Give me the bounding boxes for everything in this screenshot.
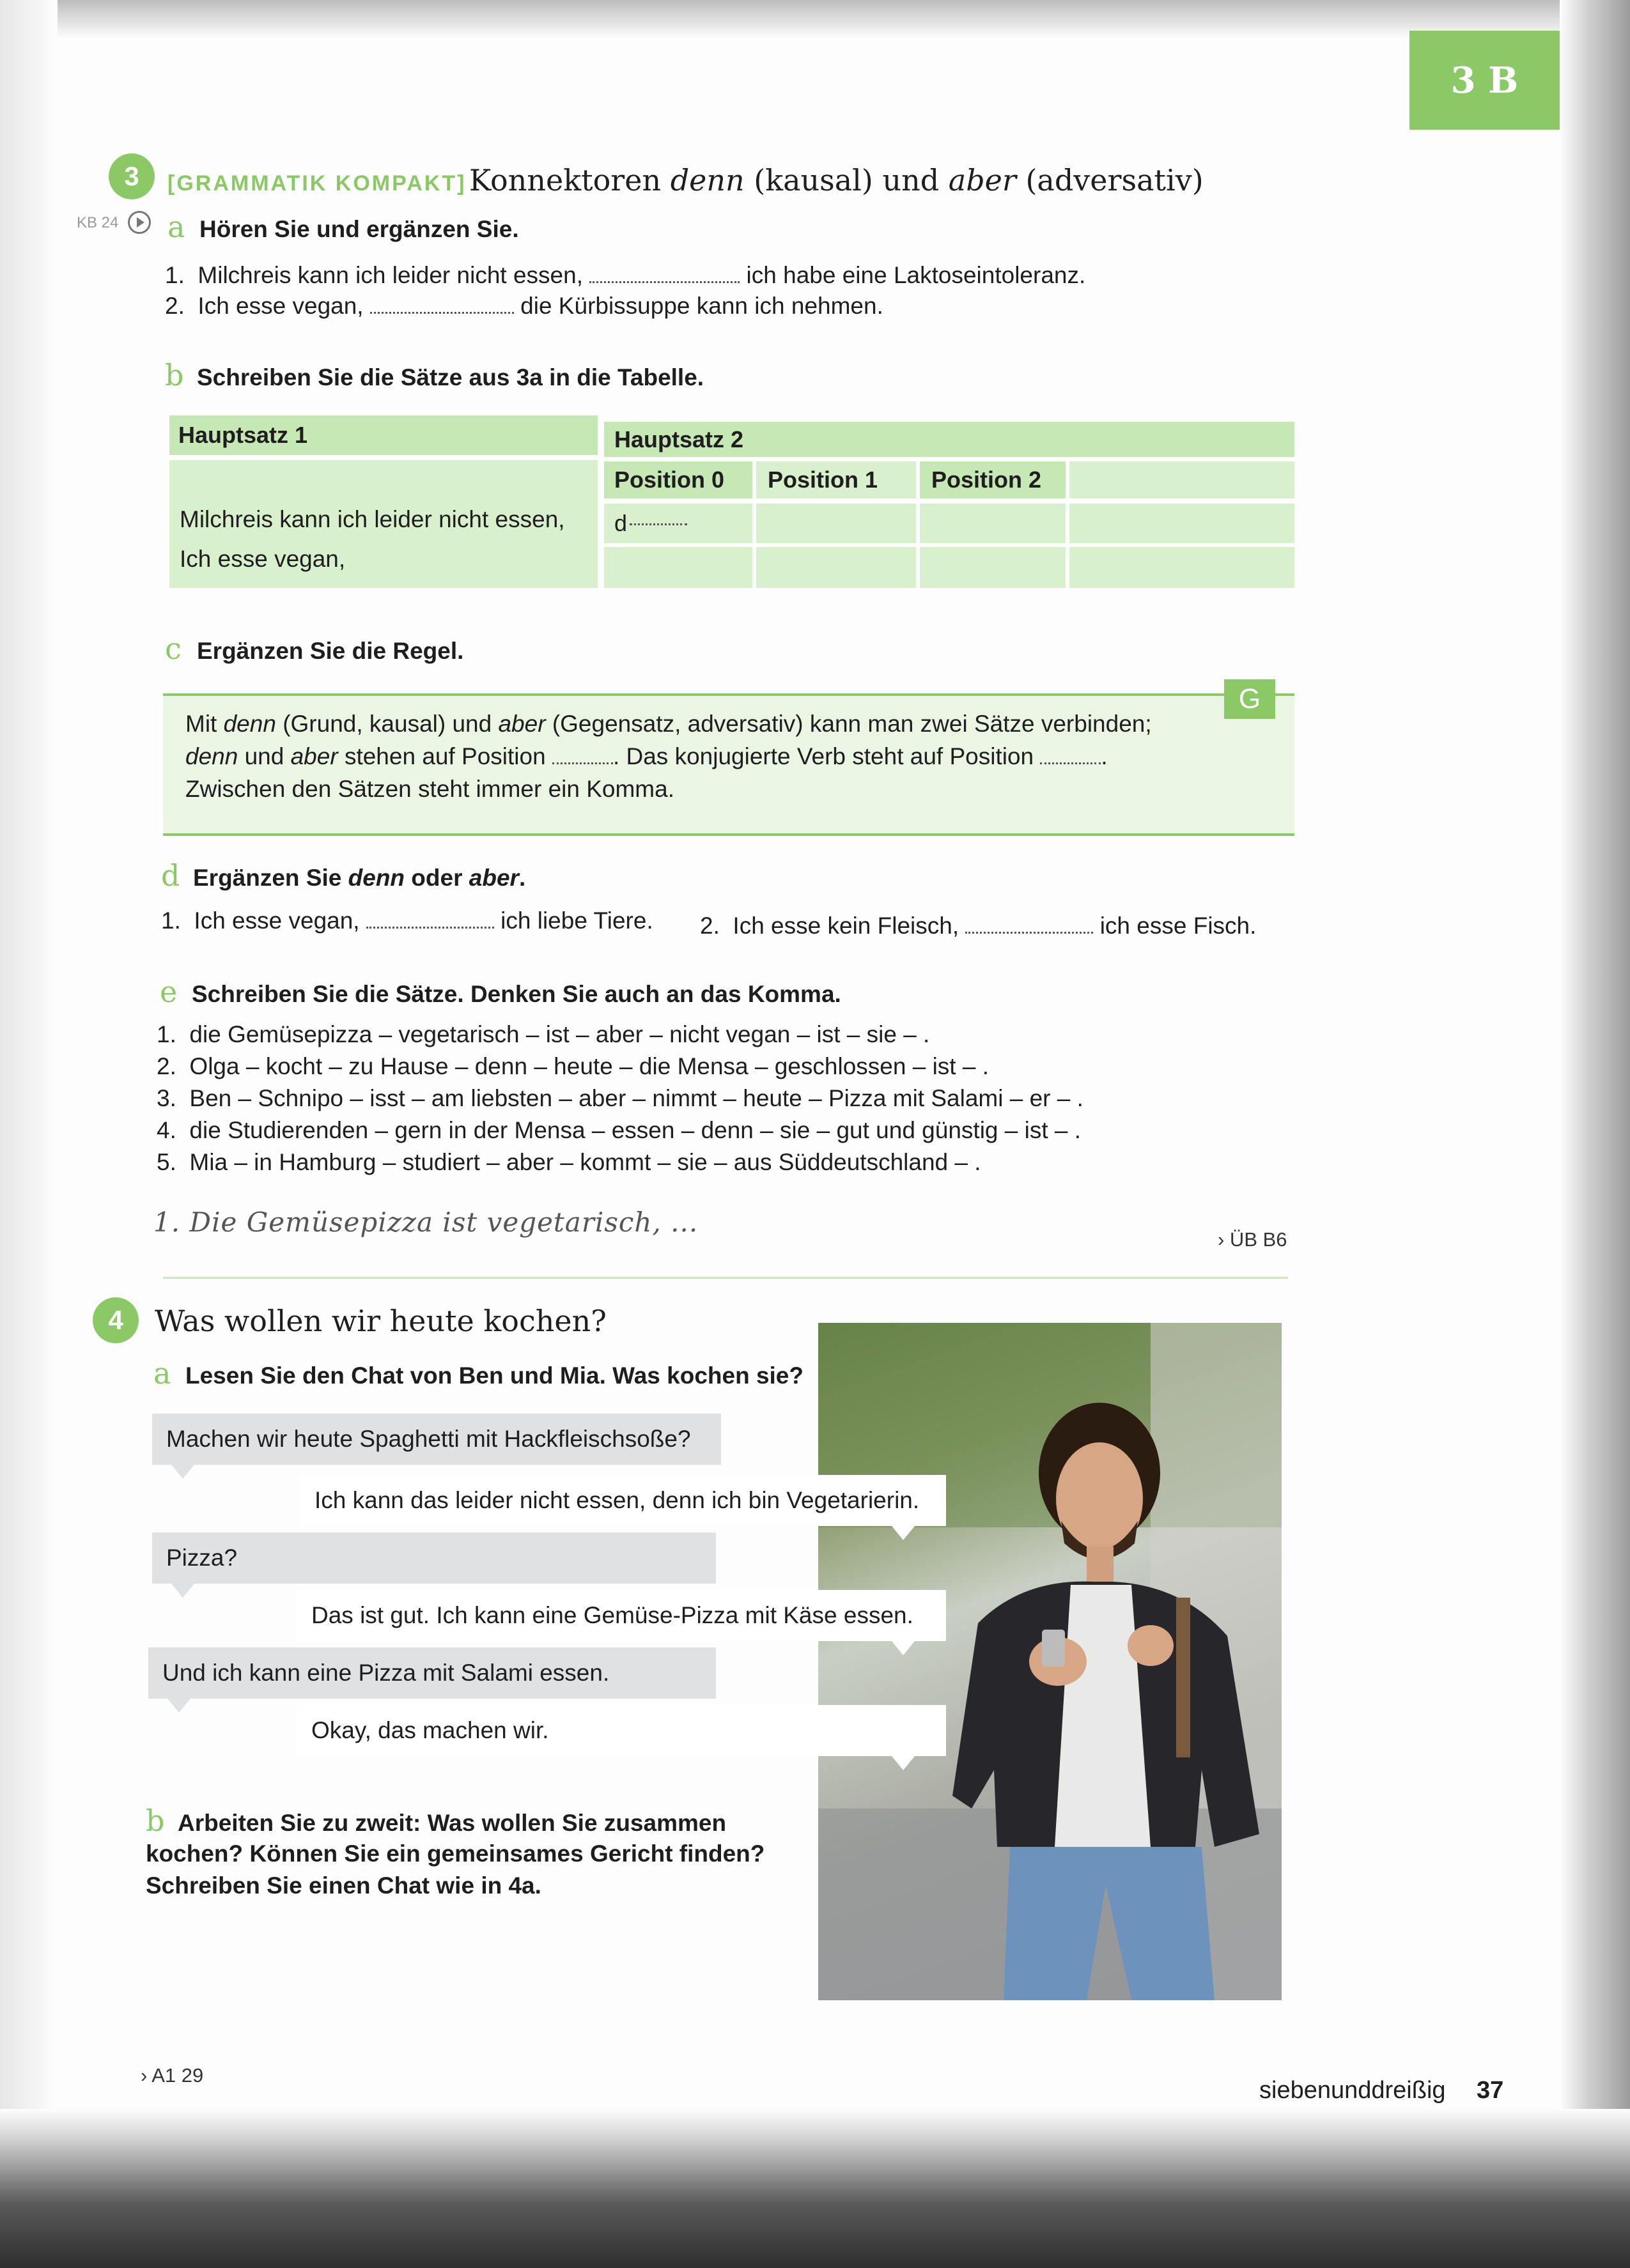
- table-head-hauptsatz-2: Hauptsatz 2: [604, 422, 1294, 457]
- instruction-text: Ergänzen Sie: [193, 865, 348, 891]
- rule-text: (Grund, kausal) und: [276, 711, 499, 737]
- scan-shadow-top: [0, 0, 1630, 38]
- scan-shadow-bottom: [0, 2109, 1630, 2268]
- item-text: Ich esse kein Fleisch,: [733, 913, 959, 939]
- instruction-text: .: [518, 865, 526, 891]
- instruction-text: Schreiben Sie die Sätze aus 3a in die Tabelle.: [197, 364, 704, 390]
- item-text: Ich esse vegan,: [198, 293, 364, 319]
- item-text: ich liebe Tiere.: [501, 907, 653, 934]
- fill-in-blank[interactable]: [366, 925, 494, 929]
- workbook-reference[interactable]: › ÜB B6: [1218, 1228, 1287, 1251]
- item-number: 1.: [161, 907, 181, 934]
- cell-text: d: [614, 510, 628, 536]
- chat-message-ben: Machen wir heute Spaghetti mit Hackfleischsoße?: [152, 1414, 721, 1465]
- chat-message-mia: Ich kann das leider nicht essen, denn ich bin Vegetarierin.: [300, 1475, 946, 1526]
- grammar-table: [163, 415, 1294, 594]
- page-number-word: siebenunddreißig: [1259, 2077, 1446, 2104]
- audio-reference[interactable]: › A1 29: [141, 2064, 204, 2087]
- rule-line-3: Zwischen den Sätzen steht immer ein Komma.: [185, 776, 674, 802]
- exercise-3e-item-3: [157, 1085, 1083, 1112]
- scan-shadow-left: [0, 0, 58, 2268]
- rule-text: stehen auf Position: [338, 743, 552, 769]
- handwritten-example: 1. Die Gemüsepizza ist vegetarisch, ...: [153, 1207, 699, 1238]
- instruction-text: oder: [405, 865, 469, 891]
- instruction-text: Lesen Sie den Chat von Ben und Mia. Was kochen sie?: [185, 1362, 803, 1389]
- fill-in-blank[interactable]: [965, 930, 1093, 934]
- rule-aber: aber: [498, 711, 546, 737]
- grammar-tag: [GRAMMATIK KOMPAKT]: [167, 171, 467, 196]
- chat-message-mia: Okay, das machen wir.: [297, 1705, 946, 1756]
- item-text: ich esse Fisch.: [1099, 913, 1257, 939]
- table-head-position-2: Position 2: [920, 461, 1066, 498]
- audio-play-icon[interactable]: [128, 211, 151, 234]
- item-text: ich habe eine Laktoseintoleranz.: [746, 262, 1086, 288]
- rule-text: .: [1101, 743, 1108, 769]
- table-cell-row1-pos0[interactable]: [604, 504, 752, 543]
- audio-track-label: KB 24: [77, 214, 119, 231]
- exercise-3a-instruction: [167, 210, 519, 244]
- title-denn: denn: [670, 163, 745, 197]
- table-head-position-1: Position 1: [756, 461, 916, 498]
- rule-denn: denn: [223, 711, 276, 737]
- photo-man-with-phone: [818, 1323, 1282, 2000]
- fill-in-blank[interactable]: [1040, 761, 1101, 764]
- item-text: die Kürbissuppe kann ich nehmen.: [520, 293, 883, 319]
- fill-in-blank[interactable]: [370, 311, 514, 314]
- exercise-3-heading: [167, 163, 1204, 197]
- item-text: Ich esse vegan,: [194, 907, 360, 934]
- rule-text: Mit: [185, 711, 224, 737]
- section-divider: [163, 1277, 1288, 1279]
- rule-text: (Gegensatz, adversativ) kann man zwei Sätze verbinden;: [545, 711, 1152, 737]
- exercise-3d-item-1: [161, 907, 653, 934]
- exercise-3b-instruction: [165, 358, 704, 392]
- letter-b: b: [165, 358, 184, 392]
- rule-text: und: [238, 743, 291, 769]
- instruction-aber: aber: [469, 865, 519, 891]
- instruction-text: Hören Sie und ergänzen Sie.: [199, 216, 519, 242]
- exercise-3e-item-5: [157, 1149, 981, 1176]
- title-part: (adversativ): [1016, 163, 1204, 197]
- rule-line-1: [185, 711, 1152, 737]
- exercise-number-3: 3: [109, 153, 155, 199]
- item-number: 5.: [157, 1149, 176, 1175]
- item-text: Ben – Schnipo – isst – am liebsten – aber – nimmt – heute – Pizza mit Salami – er – .: [189, 1085, 1083, 1111]
- item-text: Olga – kocht – zu Hause – denn – heute – die Mensa – geschlossen – ist – .: [189, 1053, 989, 1079]
- item-text: Milchreis kann ich leider nicht essen,: [198, 262, 583, 288]
- item-number: 3.: [157, 1085, 176, 1111]
- table-row2-text: Ich esse vegan,: [180, 546, 346, 572]
- chat-tail-left: [171, 1584, 194, 1598]
- page-number: 37: [1477, 2077, 1504, 2104]
- exercise-3c-instruction: [165, 631, 463, 666]
- title-aber: aber: [948, 163, 1016, 197]
- item-number: 2.: [165, 293, 185, 319]
- table-head-empty: [1069, 461, 1294, 498]
- instruction-text: Schreiben Sie einen Chat wie in 4a.: [146, 1872, 541, 1899]
- letter-c: c: [165, 631, 182, 666]
- instruction-text: kochen? Können Sie ein gemeinsames Gericht finden?: [146, 1840, 765, 1867]
- table-row1-text: Milchreis kann ich leider nicht essen,: [180, 506, 565, 532]
- exercise-3d-item-2: [700, 913, 1256, 939]
- letter-b: b: [146, 1803, 165, 1838]
- instruction-text: Arbeiten Sie zu zweit: Was wollen Sie zusammen: [178, 1810, 727, 1836]
- exercise-3a-item-2: [165, 293, 883, 320]
- item-number: 2.: [157, 1053, 176, 1079]
- chat-message-ben: Pizza?: [152, 1532, 716, 1584]
- item-number: 2.: [700, 913, 720, 939]
- exercise-4a-instruction: [153, 1356, 803, 1391]
- chat-message-mia: Das ist gut. Ich kann eine Gemüse-Pizza mit Käse essen.: [297, 1590, 946, 1641]
- rule-line-2: [185, 743, 1108, 770]
- grammar-badge: G: [1224, 679, 1275, 719]
- table-cell-row2-pos2[interactable]: [920, 547, 1066, 588]
- table-cell-row2-rest[interactable]: [1069, 547, 1294, 588]
- instruction-denn: denn: [348, 865, 405, 891]
- exercise-3d-instruction: [161, 858, 525, 893]
- table-head-position-0: Position 0: [604, 461, 752, 498]
- exercise-3a-item-1: [165, 262, 1085, 289]
- table-cell-row2-pos0[interactable]: [604, 547, 752, 588]
- table-cell-row1-pos2[interactable]: [920, 504, 1066, 543]
- item-text: die Gemüsepizza – vegetarisch – ist – aber – nicht vegan – ist – sie – .: [189, 1021, 930, 1047]
- item-number: 4.: [157, 1117, 176, 1143]
- exercise-3e-item-1: [157, 1021, 929, 1048]
- chat-tail-left: [167, 1699, 190, 1713]
- exercise-4-title: Was wollen wir heute kochen?: [155, 1304, 607, 1338]
- instruction-text: Schreiben Sie die Sätze. Denken Sie auch an das Komma.: [192, 981, 841, 1007]
- rule-aber: aber: [290, 743, 338, 769]
- fill-in-blank[interactable]: [630, 522, 687, 525]
- chat-tail-left: [171, 1465, 194, 1479]
- scan-shadow-right: [1560, 0, 1630, 2268]
- table-head-hauptsatz-1: Hauptsatz 1: [169, 415, 598, 455]
- chat-tail-right: [892, 1526, 915, 1540]
- exercise-3e-instruction: [160, 975, 841, 1009]
- letter-a: a: [167, 210, 185, 244]
- photo-illustration: [818, 1323, 1282, 2000]
- table-cell-row1-pos1[interactable]: [756, 504, 916, 543]
- exercise-number-4: 4: [93, 1297, 139, 1343]
- rule-denn: denn: [185, 743, 238, 769]
- item-number: 1.: [157, 1021, 176, 1047]
- exercise-4b-instruction: [146, 1803, 726, 1838]
- instruction-text: Ergänzen Sie die Regel.: [197, 638, 464, 664]
- rule-text: . Das konjugierte Verb steht auf Position: [612, 743, 1041, 769]
- fill-in-blank[interactable]: [589, 280, 740, 283]
- item-number: 1.: [165, 262, 185, 288]
- chat-tail-right: [892, 1756, 915, 1770]
- section-tab: 3 B: [1409, 31, 1560, 130]
- exercise-3e-item-2: [157, 1053, 989, 1080]
- letter-a: a: [153, 1356, 171, 1391]
- item-text: Mia – in Hamburg – studiert – aber – kommt – sie – aus Süddeutschland – .: [189, 1149, 981, 1175]
- chat-tail-right: [892, 1641, 915, 1655]
- chat-message-ben: Und ich kann eine Pizza mit Salami essen.: [148, 1647, 716, 1699]
- table-cell-row2-pos1[interactable]: [756, 547, 916, 588]
- letter-e: e: [160, 975, 178, 1009]
- title-part: (kausal) und: [744, 163, 949, 197]
- title-part: Konnektoren: [469, 163, 671, 197]
- exercise-3e-item-4: [157, 1117, 1081, 1144]
- item-text: die Studierenden – gern in der Mensa – essen – denn – sie – gut und günstig – ist – .: [189, 1117, 1082, 1143]
- letter-d: d: [161, 858, 180, 893]
- table-cell-row1-rest[interactable]: [1069, 504, 1294, 543]
- fill-in-blank[interactable]: [552, 761, 613, 764]
